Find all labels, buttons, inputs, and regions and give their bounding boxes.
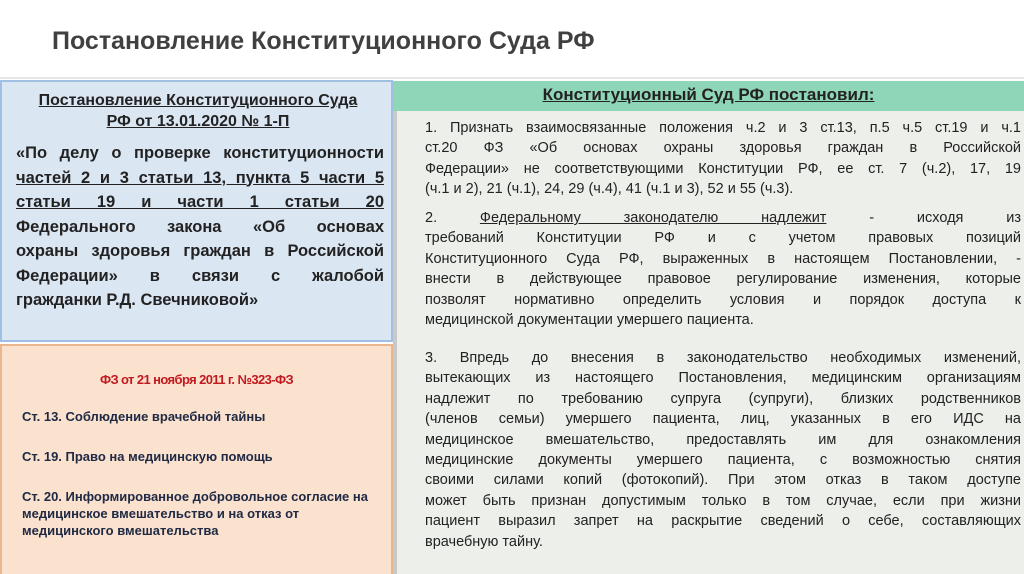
law-article-item: Ст. 13. Соблюдение врачебной тайны bbox=[22, 409, 266, 424]
decision-line: своими силами копий (фотокопий). При этом отказ в таком доступе bbox=[425, 472, 1021, 489]
decision-paragraph-2 bbox=[425, 208, 1021, 330]
decision-line: Федерации» не соответствующими Конституции РФ, ее ст. 7 (ч.2), 17, 19 bbox=[425, 160, 1021, 177]
ruling-info-box bbox=[0, 80, 393, 342]
decision-line: медицинские документы умершего пациента, с возможностью снятия bbox=[425, 452, 1021, 469]
decision-line bbox=[425, 208, 1021, 228]
ruling-line: охраны здоровья граждан в Российской bbox=[16, 242, 384, 260]
decision-line: надлежит по требованию супруга (супруги), близких родственников bbox=[425, 390, 1021, 407]
decision-header bbox=[393, 81, 1024, 111]
decision-line: (ч.1 и 2), 21 (ч.1), 24, 29 (ч.4), 41 (ч.1 и 3), 52 и 55 (ч.3). bbox=[425, 181, 794, 198]
decision-line: медицинское вмешательство, предоставлять им для ознакомления bbox=[425, 431, 1021, 448]
decision-body bbox=[393, 111, 1024, 574]
decision-line: пациент выразил запрет на раскрытие сведений о себе, составляющих bbox=[425, 513, 1021, 530]
decision-line: 1. Признать взаимосвязанные положения ч.2 и 3 ст.13, п.5 ч.5 ст.19 и ч.1 bbox=[425, 120, 1021, 136]
decision-line: ст.20 ФЗ «Об основах охраны здоровья граждан в Российской bbox=[425, 140, 1021, 157]
ruling-line: Федерации» в связи с жалобой bbox=[16, 266, 384, 285]
ruling-line: «По делу о проверке конституционности bbox=[16, 144, 384, 162]
title-divider bbox=[0, 77, 1024, 79]
ruling-line: частей 2 и 3 статьи 13, пункта 5 части 5 bbox=[16, 168, 384, 187]
decision-line: Конституционного Суда РФ, выраженных в настоящем Постановлении, - bbox=[425, 250, 1021, 267]
decision-heading-text: Конституционный Суд РФ постановил: bbox=[542, 85, 875, 104]
decision-line: вытекающих из настоящего Постановления, медицинским организациям bbox=[425, 370, 1021, 387]
decision-line: 3. Впредь до внесения в законодательство необходимых изменений, bbox=[425, 350, 1021, 366]
page-title: Постановление Конституционного Суда РФ bbox=[52, 27, 595, 55]
decision-line: медицинской документации умершего пациента. bbox=[425, 312, 754, 329]
ruling-heading-line2: РФ от 13.01.2020 № 1-П bbox=[106, 113, 290, 130]
law-article-item: Ст. 19. Право на медицинскую помощь bbox=[22, 449, 273, 464]
ruling-line: Федерального закона «Об основах bbox=[16, 217, 384, 236]
decision-paragraph-1 bbox=[425, 118, 1021, 200]
legislator-phrase: Федеральному законодателю надлежит bbox=[479, 210, 827, 226]
paragraph-number: 2. bbox=[425, 210, 438, 226]
decision-line: может быть признан допустимым только в том случае, если при жизни bbox=[425, 492, 1021, 509]
ruling-heading-line1: Постановление Конституционного Суда bbox=[38, 92, 358, 109]
law-heading: ФЗ от 21 ноября 2011 г. №323-ФЗ bbox=[99, 372, 294, 387]
decision-line: врачебную тайну. bbox=[425, 533, 543, 550]
ruling-line: статьи 19 и части 1 статьи 20 bbox=[16, 193, 384, 211]
decision-line: позволят нормативно определить условия и порядок доступа к bbox=[425, 291, 1021, 308]
ruling-description bbox=[16, 141, 384, 313]
decision-line: внести в действующее правовое регулирование изменения, которые bbox=[425, 271, 1021, 288]
ruling-heading bbox=[12, 90, 384, 132]
decision-paragraph-3 bbox=[425, 348, 1021, 552]
decision-text: - исходя из bbox=[869, 210, 1021, 226]
law-article-item: Ст. 20. Информированное добровольное согласие на медицинское вмешательство и на отказ от медицинского вмешательства bbox=[22, 489, 368, 538]
decision-line: (членов семьи) умершего пациента, лиц, указанных в его ИДС на bbox=[425, 411, 1021, 428]
decision-line: требований Конституции РФ и с учетом правовых позиций bbox=[425, 230, 1021, 247]
ruling-line: гражданки Р.Д. Свечниковой» bbox=[16, 291, 259, 309]
decision-heading bbox=[393, 85, 1024, 105]
law-articles-box bbox=[0, 344, 393, 574]
